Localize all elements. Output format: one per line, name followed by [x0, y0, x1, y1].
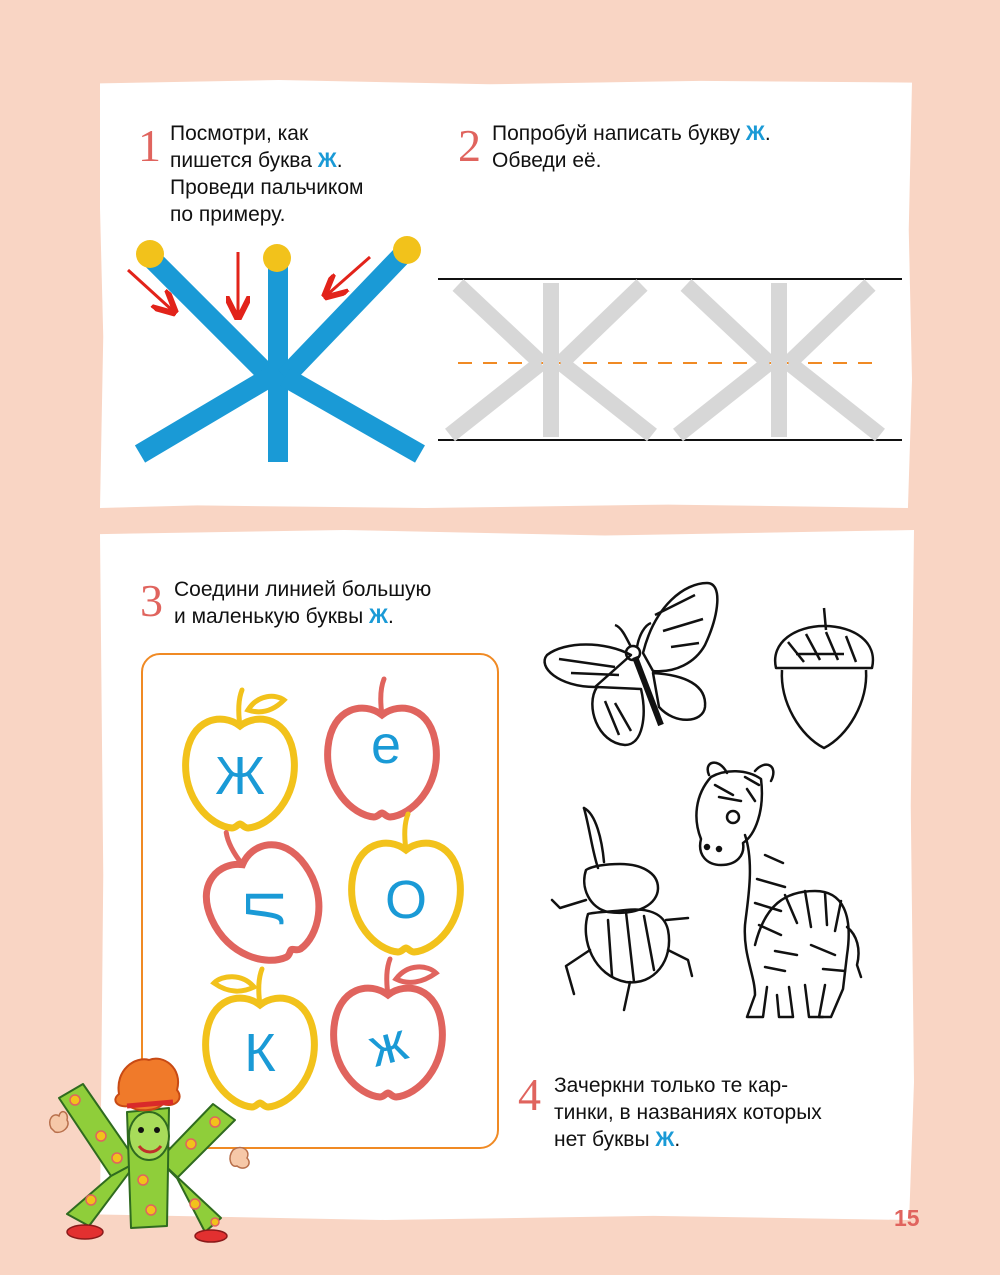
task-3-line-1: Соедини линией большую: [174, 578, 432, 601]
apple-1[interactable]: [180, 686, 300, 836]
butterfly-icon[interactable]: [535, 575, 735, 755]
task-2-line-2: Обведи её.: [492, 149, 602, 172]
stroke-start-dot: [136, 240, 164, 268]
apple-1-letter: Ж: [215, 746, 265, 806]
task-2-text: [492, 120, 771, 174]
task-1-number: 1: [138, 120, 161, 171]
apple-2-letter: е: [370, 715, 402, 775]
task-4-line-1: Зачеркни только те кар-: [554, 1074, 789, 1097]
acorn-icon[interactable]: [760, 602, 890, 752]
tracing-area[interactable]: [436, 275, 906, 445]
letter-zh-strokes: [140, 252, 420, 462]
task-4-line-2: тинки, в названиях которых: [554, 1101, 822, 1124]
zebra-icon[interactable]: [685, 755, 875, 1035]
stroke-start-dot: [393, 236, 421, 264]
apple-6[interactable]: [328, 955, 448, 1105]
task-1-line-2: пишется буква Ж.: [170, 149, 343, 172]
task-1-line-3: Проведи пальчиком: [170, 176, 364, 199]
apple-6-letter: ж: [362, 1011, 414, 1079]
task-3-number: 3: [140, 575, 163, 626]
task-3-line-2: и маленькую буквы Ж.: [174, 605, 394, 628]
apple-3[interactable]: [200, 820, 320, 970]
stroke-start-dot: [263, 244, 291, 272]
task-2-line-1: Попробуй написать букву Ж.: [492, 122, 771, 145]
task-4-line-3: нет буквы Ж.: [554, 1128, 681, 1151]
mascot-zh-character: [45, 1050, 255, 1240]
letter-zh-example: [120, 232, 440, 472]
apple-5-letter: К: [244, 1023, 276, 1083]
task-1-line-4: по примеру.: [170, 203, 286, 226]
task-3-text: [174, 576, 431, 630]
apple-4[interactable]: [346, 810, 466, 960]
task-2-number: 2: [458, 120, 481, 171]
beetle-icon[interactable]: [550, 800, 700, 1020]
page-number: 15: [894, 1205, 920, 1231]
trace-letter-zh-1[interactable]: [450, 283, 652, 437]
apple-4-letter: О: [384, 870, 428, 930]
apple-2[interactable]: [322, 675, 442, 825]
task-1-line-1: Посмотри, как: [170, 122, 309, 145]
task-4-text: [554, 1072, 822, 1153]
apple-3-letter: Л: [235, 889, 296, 925]
task-1-text: [170, 120, 363, 228]
task-4-number: 4: [518, 1069, 541, 1120]
trace-letter-zh-2[interactable]: [678, 283, 880, 437]
